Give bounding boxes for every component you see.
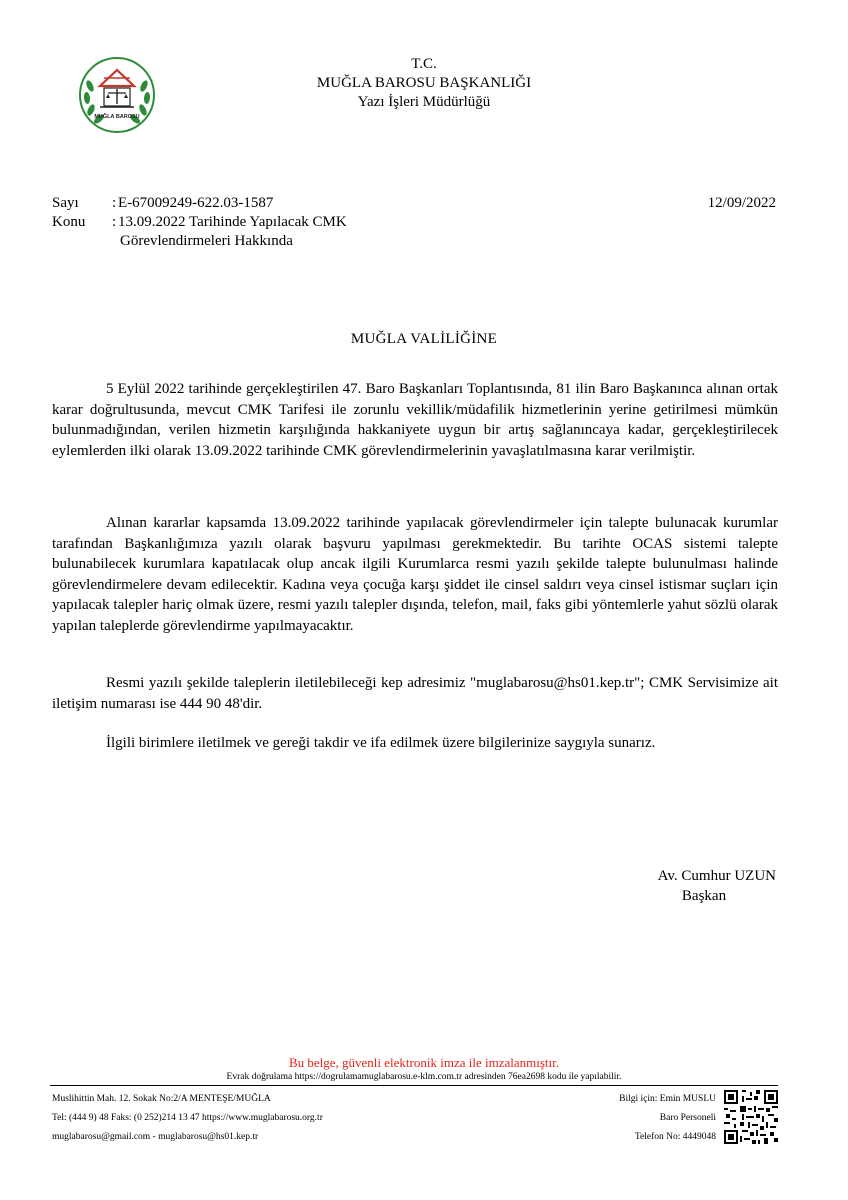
sayi-colon: : — [112, 195, 117, 211]
header-organization: MUĞLA BAROSU BAŞKANLIĞI — [316, 75, 532, 91]
konu-colon: : — [112, 214, 117, 230]
footer-contact — [52, 1090, 323, 1147]
footer-email: muglabarosu@gmail.com - muglabarosu@hs01.kep.tr — [52, 1132, 259, 1142]
footer-phone: Tel: (444 9) 48 Faks: (0 252)214 13 47 https://www.muglabarosu.org.tr — [52, 1113, 323, 1123]
info-phone: Telefon No: 4449048 — [634, 1132, 716, 1142]
sayi-label: Sayı — [52, 195, 79, 211]
document-date: 12/09/2022 — [707, 195, 776, 211]
info-role: Baro Personeli — [659, 1113, 716, 1123]
qr-code-icon — [724, 1090, 778, 1144]
konu-value-line1: 13.09.2022 Tarihinde Yapılacak CMK — [118, 214, 347, 230]
body-paragraph-2: Alınan kararlar kapsamda 13.09.2022 tarihinde yapılacak görevlendirmeler için talepte bulunacak kurumlar tarafından Başkanlığımıza yazılı olarak başvuru yapılması gerekmektedir. Bu tarihte OCAS sistemi talepte bulunabilecek kurumlara kapatılacak olup ancak ilgili Kurumlarca resmi yazılı şekilde talepte bulunulması halinde görevlendirmelere devam edilecektir. Kadına veya çocuğa karşı şiddet ile cinsel saldırı veya cinsel istismar suçları için yapılacak talepler hariç olmak üzere, resmi yazılı talepler dışında, telefon, mail, faks gibi yöntemlerle yahut sözlü olarak yapılan taleplerde görevlendirme yapılmayacaktır. — [52, 515, 778, 634]
header-department: Yazı İşleri Müdürlüğü — [357, 94, 491, 110]
konu-label: Konu — [52, 214, 86, 230]
signatory-title: Başkan — [681, 888, 727, 904]
footer-info — [619, 1090, 716, 1147]
body-paragraph-1: 5 Eylül 2022 tarihinde gerçekleştirilen 47. Baro Başkanları Toplantısında, 81 ilin Baro Başkanınca alınan ortak karar doğrultusunda, mevcut CMK Tarifesi ile zorunlu vekillik/müdafilik hizmetlerinin yerine getirilmesi mümkün bulunmadığından, verilen hizmetin karşılığında hakkaniyete uygun bir artış sağlanıncaya kadar, gerçekleştirilecek eylemlerden ilki olarak 13.09.2022 tarihinde CMK görevlendirmelerinin yavaşlatılmasına karar verilmiştir. — [52, 381, 778, 459]
sayi-value: E-67009249-622.03-1587 — [118, 195, 274, 211]
konu-value-line2: Görevlendirmeleri Hakkında — [120, 233, 293, 249]
logo-text: MUĞLA BAROSU — [94, 114, 140, 120]
signatory-name: Av. Cumhur UZUN — [657, 868, 776, 884]
body-paragraph-3: Resmi yazılı şekilde taleplerin iletilebileceği kep adresimiz "muglabarosu@hs01.kep.tr"; CMK Servisimize ait iletişim numarası ise 444 90 48'dir. — [52, 675, 778, 712]
verification-note: Evrak doğrulama https://dogrulamamuglabarosu.e-klm.com.tr adresinden 76ea2698 kodu ile yapılabilir. — [226, 1072, 622, 1082]
header-tc: T.C. — [411, 56, 437, 72]
info-contact: Bilgi için: Emin MUSLU — [619, 1094, 716, 1104]
body-paragraph-4: İlgili birimlere iletilmek ve gereği takdir ve ifa edilmek üzere bilgilerinize saygıyla sunarız. — [106, 735, 656, 751]
addressee: MUĞLA VALİLİĞİNE — [350, 331, 498, 347]
e-signature-notice: Bu belge, güvenli elektronik imza ile imzalanmıştır. — [288, 1055, 560, 1070]
footer-address: Muslihittin Mah. 12. Sokak No:2/A MENTEŞE/MUĞLA — [52, 1094, 271, 1104]
footer-divider — [50, 1085, 778, 1086]
